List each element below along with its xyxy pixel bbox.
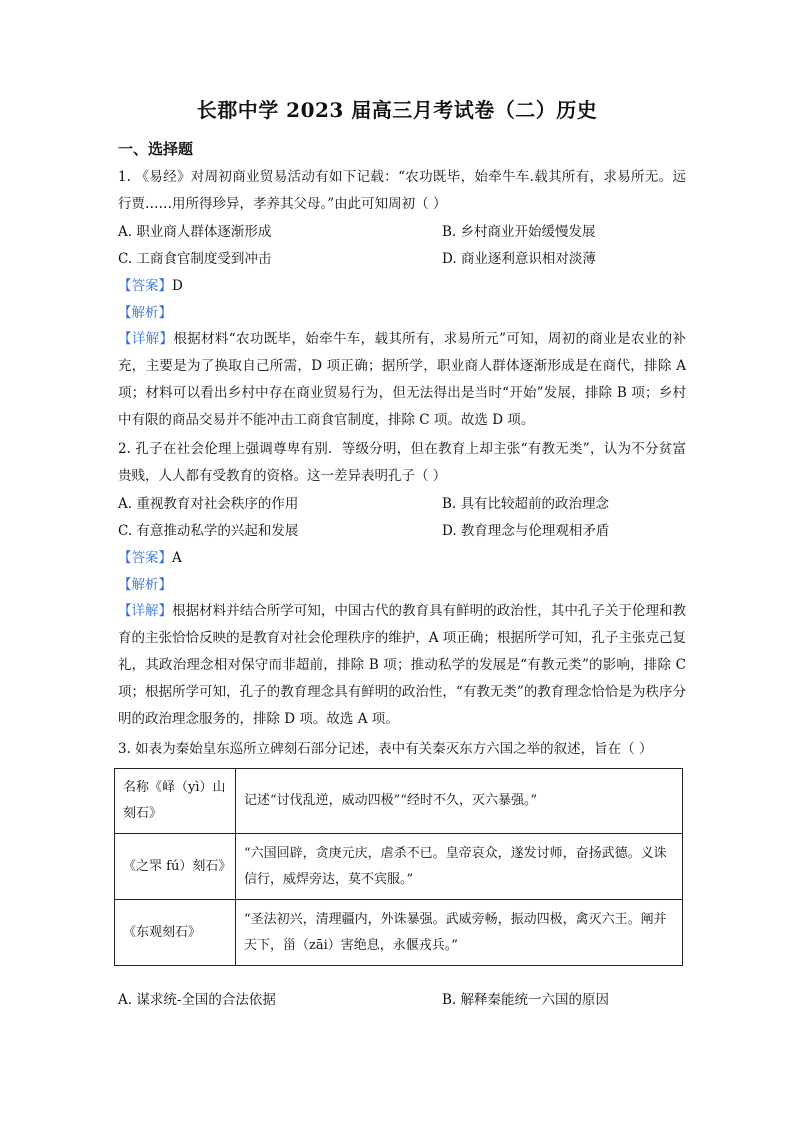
q3-option-b: B. 解释秦能统一六国的原因	[442, 992, 610, 1008]
page-title: 长郡中学 2023 届高三月考试卷（二）历史	[196, 98, 598, 122]
table-cell-name: 《东观刻石》	[115, 900, 236, 966]
q2-answer	[118, 548, 182, 568]
q1-option-a: A. 职业商人群体逐渐形成	[118, 224, 272, 240]
answer-tag: 【答案】	[118, 278, 172, 294]
q2-option-c: C. 有意推动私学的兴起和发展	[118, 523, 299, 539]
q2-stem: 2. 孔子在社会伦理上强调尊卑有别．等级分明，但在教育上却主张“有教无类”，认为不分贫富贵贱，人人都有受教育的资格。这一差异表明孔子（ ）	[118, 441, 686, 484]
q1-answer	[118, 276, 183, 296]
section-heading: 一、选择题	[118, 140, 194, 158]
q1-detail	[118, 326, 686, 434]
q2-option-d: D. 教育理念与伦理观相矛盾	[442, 523, 610, 539]
table-row	[115, 769, 683, 834]
table-cell-name: 《之罘 fú）刻石》	[115, 834, 236, 900]
table-cell-text: “圣法初兴，清理疆内，外诛暴强。武威旁畅，振动四极，禽灭六王。阐并天下，甾（zāi）害绝息，永偃戎兵。”	[236, 900, 683, 966]
q2-detail	[118, 598, 686, 733]
table-cell-text: “六国回辟，贪庚元庆，虐杀不已。皇帝哀众，遂发讨师，奋扬武德。义诛信行，威焊旁达，莫不宾服。”	[236, 834, 683, 900]
table-cell-text: 记述“讨伐乱逆，威动四极”“经时不久，灭六暴强。”	[236, 769, 683, 834]
q1-option-c: C. 工商食官制度受到冲击	[118, 251, 272, 267]
detail-tag: 【详解】	[118, 331, 174, 347]
q2-analysis-tag: 【解析】	[118, 577, 172, 593]
q1-option-b: B. 乡村商业开始缓慢发展	[442, 224, 596, 240]
q1-stem: 1. 《易经》对周初商业贸易活动有如下记载：“农功既毕，始牵牛车.载其所有，求易所无。远行贾……用所得珍异，孝养其父母。”由此可知周初（ ）	[118, 169, 686, 212]
q1-answer-value: D	[172, 278, 183, 294]
q1-detail-text: 根据材料“农功既毕，始牵牛车，载其所有，求易所元”可知，周初的商业是农业的补充，主要是为了换取自己所需，D 项正确；据所学，职业商人群体逐渐形成是在商代，排除 A 项；材料可以看出乡村中存在商业贸易行为，但无法得出是当时“开始”发展，排除 B 项；乡村中有限的商品交易并不能冲击工商食官制度，排除 C 项。故选 D 项。	[118, 331, 686, 428]
answer-tag: 【答案】	[118, 550, 172, 566]
inscription-table	[114, 768, 683, 966]
table-row	[115, 834, 683, 900]
q1-option-d: D. 商业逐利意识相对淡薄	[442, 251, 596, 267]
detail-tag: 【详解】	[118, 603, 173, 619]
q2-answer-value: A	[172, 550, 182, 566]
q2-option-a: A. 重视教育对社会秩序的作用	[118, 496, 299, 512]
q2-detail-text: 根据材料并结合所学可知，中国古代的教育具有鲜明的政治性，其中孔子关于伦理和教育的主张恰恰反映的是教育对社会伦理秩序的维护，A 项正确；根据所学可知，孔子主张克己复礼，其政治理念相对保守而非超前，排除 B 项；推动私学的发展是“有教元类”的影响，排除 C 项；根据所学可知，孔子的教育理念具有鲜明的政治性，“有教无类”的教育理念恰恰是为秩序分明的政治理念服务的，排除 D 项。故选 A 项。	[118, 603, 687, 727]
q3-option-a: A. 谋求统-全国的合法依据	[118, 992, 276, 1008]
table-row	[115, 900, 683, 966]
table-cell-name: 名称《峄（yì）山刻石》	[115, 769, 236, 834]
q1-analysis-tag: 【解析】	[118, 305, 172, 321]
q3-stem: 3. 如表为秦始皇东巡所立碑刻石部分记述，表中有关秦灭东方六国之举的叙述，旨在（ ）	[118, 741, 653, 757]
q2-option-b: B. 具有比较超前的政治理念	[442, 496, 610, 512]
